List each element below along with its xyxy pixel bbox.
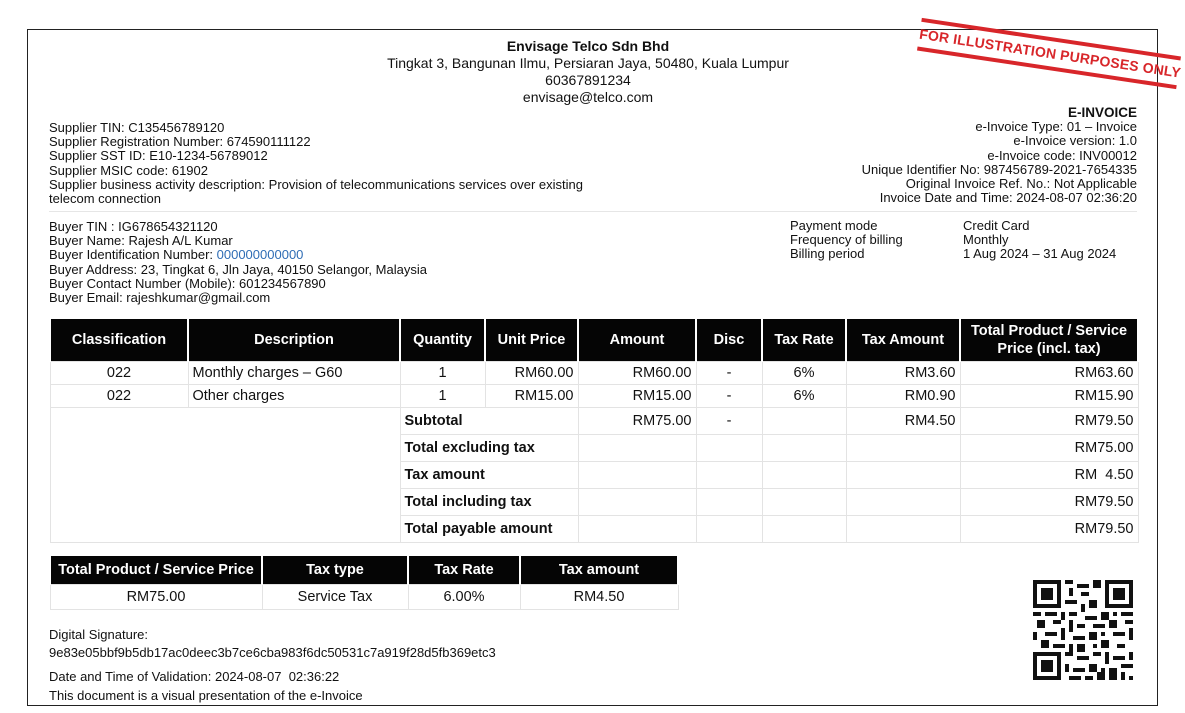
buyer-email: Buyer Email: rajeshkumar@gmail.com (49, 290, 271, 306)
col-tax-amount: Tax amount (520, 556, 678, 585)
einvoice-code: e-Invoice code: INV00012 (987, 147, 1137, 163)
buyer-contact: Buyer Contact Number (Mobile): 601234567890 (49, 275, 326, 291)
cell-classification: 022 (50, 385, 188, 408)
cell-description: Other charges (188, 385, 400, 408)
col-tax-rate: Tax Rate (408, 556, 520, 585)
cell-disc: - (696, 385, 762, 408)
cell-unit-price: RM60.00 (485, 362, 578, 385)
supplier-details (49, 121, 649, 206)
tax-amount-label: Tax amount (400, 462, 578, 489)
table-row (50, 385, 1138, 408)
supplier-email: envisage@telco.com (522, 89, 654, 105)
col-tax-rate: Tax Rate (762, 319, 846, 362)
cell-tax-amount: RM3.60 (846, 362, 960, 385)
cell-total: RM63.60 (960, 362, 1138, 385)
supplier-sst-id: Supplier SST ID: E10-1234-56789012 (49, 148, 268, 164)
cell-disc: - (696, 362, 762, 385)
table-row (50, 585, 678, 610)
payment-values (963, 219, 1138, 262)
validation-datetime: Date and Time of Validation: 2024-08-07 02:36:22 (49, 669, 340, 684)
payment-mode-value: Credit Card (963, 218, 1030, 233)
subtotal-disc: - (696, 408, 762, 435)
billing-period-value: 1 Aug 2024 – 31 Aug 2024 (963, 246, 1117, 262)
cell-unit-price: RM15.00 (485, 385, 578, 408)
payment-mode-label: Payment mode (790, 218, 878, 233)
cell-tax-amount: RM4.50 (520, 585, 678, 610)
buyer-address: Buyer Address: 23, Tingkat 6, Jln Jaya, 40150 Selangor, Malaysia (49, 261, 427, 277)
col-tax-amount: Tax Amount (846, 319, 960, 362)
signature-block (49, 626, 749, 662)
buyer-name: Buyer Name: Rajesh A/L Kumar (49, 233, 233, 249)
cell-total-price: RM75.00 (50, 585, 262, 610)
document-note: This document is a visual presentation of the e-Invoice (49, 688, 363, 703)
buyer-id-value[interactable]: 000000000000 (216, 247, 304, 263)
subtotal-tax-rate (762, 408, 846, 435)
total-payable-label: Total payable amount (400, 516, 578, 543)
blank-area (50, 408, 400, 543)
buyer-id-label: Buyer Identification Number: (49, 247, 217, 263)
buyer-identification (49, 248, 749, 262)
billing-frequency-label: Frequency of billing (790, 232, 903, 248)
total-incl-tax-label: Total including tax (400, 489, 578, 516)
cell-description: Monthly charges – G60 (188, 362, 400, 385)
col-quantity: Quantity (400, 319, 485, 362)
buyer-details (49, 220, 749, 305)
tax-summary-table (49, 556, 679, 610)
cell-tax-rate: 6% (762, 362, 846, 385)
supplier-msic: Supplier MSIC code: 61902 (49, 162, 208, 178)
total-payable-value: RM79.50 (960, 516, 1138, 543)
einvoice-details (737, 106, 1137, 205)
cell-quantity: 1 (400, 385, 485, 408)
supplier-registration: Supplier Registration Number: 674590111122 (49, 134, 311, 150)
payment-labels (790, 219, 960, 262)
col-amount: Amount (578, 319, 696, 362)
supplier-address: Tingkat 3, Bangunan Ilmu, Persiaran Jaya, 50480, Kuala Lumpur (387, 55, 789, 71)
cell-amount: RM60.00 (578, 362, 696, 385)
subtotal-total: RM79.50 (960, 408, 1138, 435)
items-header-row (50, 319, 1138, 362)
cell-classification: 022 (50, 362, 188, 385)
signature-value: 9e83e05bbf9b5db17ac0deec3b7ce6cba983f6dc50531c7a919f28d5fb369etc3 (49, 645, 496, 660)
cell-quantity: 1 (400, 362, 485, 385)
subtotal-label: Subtotal (400, 408, 578, 435)
total-incl-tax-value: RM79.50 (960, 489, 1138, 516)
supplier-phone: 60367891234 (545, 72, 631, 88)
total-excl-tax-value: RM75.00 (960, 435, 1138, 462)
illustration-stamp: FOR ILLUSTRATION PURPOSES ONLY (917, 18, 1181, 89)
total-excl-tax-label: Total excluding tax (400, 435, 578, 462)
invoice-datetime: Invoice Date and Time: 2024-08-07 02:36:20 (879, 190, 1137, 206)
einvoice-type: e-Invoice Type: 01 – Invoice (975, 119, 1137, 135)
einvoice-version: e-Invoice version: 1.0 (1013, 133, 1137, 149)
table-row (50, 362, 1138, 385)
items-table (49, 319, 1139, 543)
supplier-tin: Supplier TIN: C135456789120 (49, 120, 225, 135)
col-classification: Classification (50, 319, 188, 362)
cell-total: RM15.90 (960, 385, 1138, 408)
col-total-price: Total Product / Service Price (incl. tax) (960, 319, 1138, 362)
tax-amount-value: RM 4.50 (960, 462, 1138, 489)
col-disc: Disc (696, 319, 762, 362)
subtotal-amount: RM75.00 (578, 408, 696, 435)
validation-block (49, 667, 749, 705)
col-unit-price: Unit Price (485, 319, 578, 362)
supplier-activity: Supplier business activity description: Provision of telecommunications services over existing telecom connection (49, 176, 583, 207)
billing-period-label: Billing period (790, 246, 865, 262)
col-tax-type: Tax type (262, 556, 408, 585)
supplier-name: Envisage Telco Sdn Bhd (506, 38, 670, 54)
divider (49, 211, 1137, 212)
signature-label: Digital Signature: (49, 627, 148, 642)
original-invoice-ref: Original Invoice Ref. No.: Not Applicable (905, 176, 1137, 192)
tax-header-row (50, 556, 678, 585)
col-total-price: Total Product / Service Price (50, 556, 262, 585)
cell-amount: RM15.00 (578, 385, 696, 408)
cell-tax-amount: RM0.90 (846, 385, 960, 408)
einvoice-title: E-INVOICE (1067, 105, 1137, 120)
billing-frequency-value: Monthly (963, 232, 1009, 248)
subtotal-row (50, 408, 1138, 435)
buyer-tin: Buyer TIN : IG678654321120 (49, 219, 218, 234)
subtotal-tax-amount: RM4.50 (846, 408, 960, 435)
cell-tax-rate: 6% (762, 385, 846, 408)
unique-identifier: Unique Identifier No: 987456789-2021-7654335 (861, 161, 1137, 177)
col-description: Description (188, 319, 400, 362)
cell-tax-rate: 6.00% (408, 585, 520, 610)
cell-tax-type: Service Tax (262, 585, 408, 610)
qr-code-icon (1033, 580, 1133, 680)
